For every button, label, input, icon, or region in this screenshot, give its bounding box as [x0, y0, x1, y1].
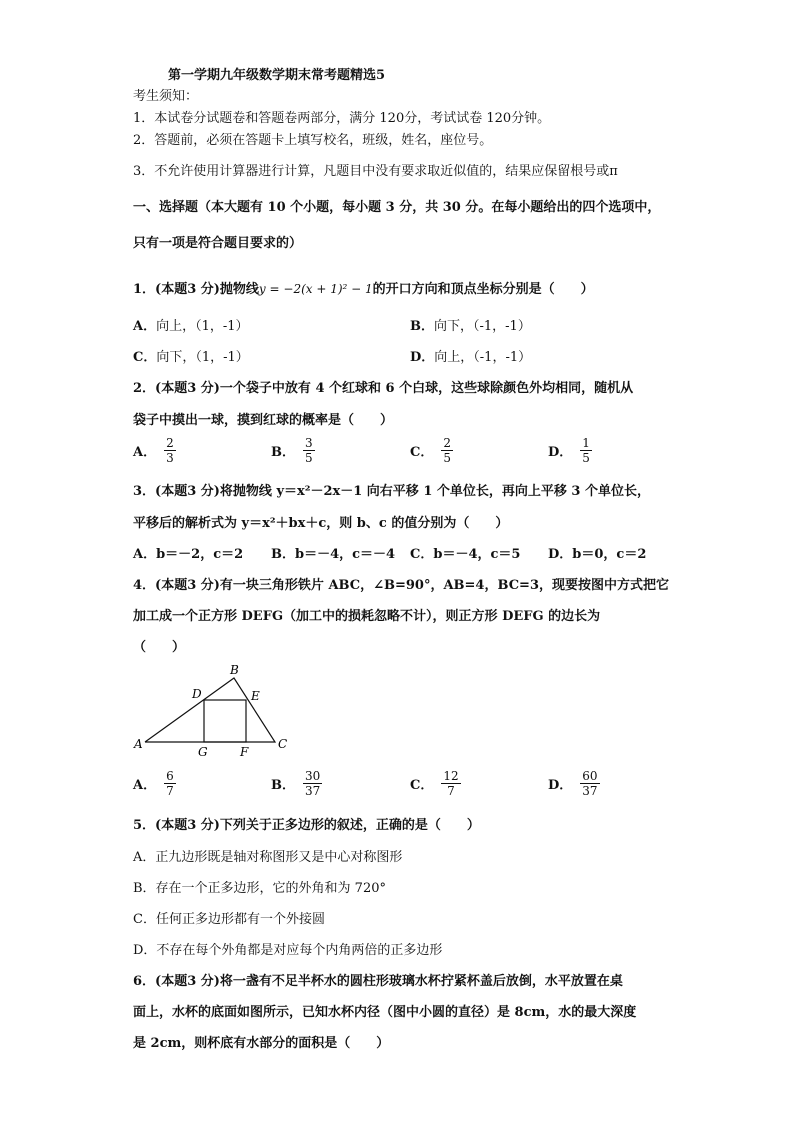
q5-option-c: C．任何正多边形都有一个外接圆: [133, 912, 325, 927]
q2-stem-line1: 2．(本题3 分)一个袋子中放有 4 个红球和 6 个白球，这些球除颜色外均相同，随机从: [133, 381, 634, 396]
q6-stem-line2: 面上，水杯的底面如图所示，已知水杯内径（图中小圆的直径）是 8cm，水的最大深度: [133, 1005, 637, 1020]
notice-item-2: 2．答题前，必须在答题卡上填写校名，班级，姓名，座位号。: [133, 133, 493, 148]
q4-option-d: D． $\frac{60}{37}$: [548, 769, 598, 798]
q4-option-a: A． $\frac{6}{7}$: [133, 769, 174, 798]
q2-stem-line2: 袋子中摸出一球，摸到红球的概率是（ ）: [133, 413, 394, 428]
q4-triangle-figure: [130, 660, 300, 760]
q4-option-b: B． $\frac{30}{37}$: [271, 769, 321, 798]
q5-option-d: D．不存在每个外角都是对应每个内角两倍的正多边形: [133, 943, 443, 958]
label-c: C: [278, 737, 288, 751]
q1-option-d: D． 向上，（-1，-1）: [410, 350, 532, 365]
q1-option-a: A． 向上，（1，-1）: [133, 319, 249, 334]
q3-stem-line2: 平移后的解析式为 y＝x²＋bx＋c，则 b、c 的值分别为（ ）: [133, 516, 509, 531]
triangle-abc: [145, 678, 275, 742]
square-defg: [204, 700, 246, 742]
q1-option-b: B． 向下，（-1，-1）: [410, 319, 531, 334]
q1-formula: y = −2(x + 1)² − 1: [258, 282, 373, 296]
q1-stem: [133, 278, 594, 297]
section-heading-line2: 只有一项是符合题目要求的）: [133, 236, 303, 251]
q2-option-b: B． $\frac{3}{5}$: [271, 436, 313, 465]
q4-stem-line2: 加工成一个正方形 DEFG（加工中的损耗忽略不计），则正方形 DEFG 的边长为: [133, 609, 601, 624]
q1-prefix: 1．(本题3 分)抛物线: [133, 282, 259, 297]
label-e: E: [251, 689, 260, 703]
q5-option-a: A．正九边形既是轴对称图形又是中心对称图形: [133, 850, 403, 865]
notice-heading: 考生须知：: [133, 89, 199, 104]
label-b: B: [230, 663, 239, 677]
q4-option-c: C． $\frac{12}{7}$: [410, 769, 459, 798]
q4-stem-line1: 4．(本题3 分)有一块三角形铁片 ABC，∠B=90°，AB=4，BC=3，现要按图中方式把它: [133, 578, 669, 593]
q2-option-c: C． $\frac{2}{5}$: [410, 436, 451, 465]
section-heading-line1: 一、选择题（本大题有 10 个小题，每小题 3 分，共 30 分。在每小题给出的四个选项中，: [133, 200, 661, 215]
page-title: 第一学期九年级数学期末常考题精选5: [168, 68, 386, 83]
q6-stem-line1: 6．(本题3 分)将一盏有不足半杯水的圆柱形玻璃水杯拧紧杯盖后放倒，水平放置在桌: [133, 974, 623, 989]
label-d: D: [192, 687, 202, 701]
q4-stem-line3: （ ）: [133, 640, 186, 655]
q1-option-c: C． 向下，（1，-1）: [133, 350, 249, 365]
q3-option-a: A． b＝－2，c＝2: [133, 547, 244, 562]
q2-option-a: A． $\frac{2}{3}$: [133, 436, 174, 465]
q3-option-d: D． b＝0，c＝2: [548, 547, 647, 562]
label-f: F: [240, 745, 249, 759]
q3-stem-line1: 3．(本题3 分)将抛物线 y＝x²－2x－1 向右平移 1 个单位长，再向上平移 3 个单位长，: [133, 484, 651, 499]
notice-item-3: 3．不允许使用计算器进行计算，凡题目中没有要求取近似值的，结果应保留根号或π: [133, 164, 618, 179]
q2-option-d: D． $\frac{1}{5}$: [548, 436, 590, 465]
q6-stem-line3: 是 2cm，则杯底有水部分的面积是（ ）: [133, 1036, 390, 1051]
q3-option-b: B． b＝－4，c＝－4: [271, 547, 396, 562]
label-a: A: [134, 737, 143, 751]
q3-option-c: C． b＝－4，c＝5: [410, 547, 521, 562]
q5-option-b: B．存在一个正多边形，它的外角和为 720°: [133, 881, 386, 896]
label-g: G: [198, 745, 208, 759]
q1-suffix: 的开口方向和顶点坐标分别是（ ）: [372, 282, 594, 297]
q5-stem: 5．(本题3 分)下列关于正多边形的叙述，正确的是（ ）: [133, 818, 480, 833]
notice-item-1: 1．本试卷分试题卷和答题卷两部分，满分 120分，考试试卷 120分钟。: [133, 111, 551, 126]
